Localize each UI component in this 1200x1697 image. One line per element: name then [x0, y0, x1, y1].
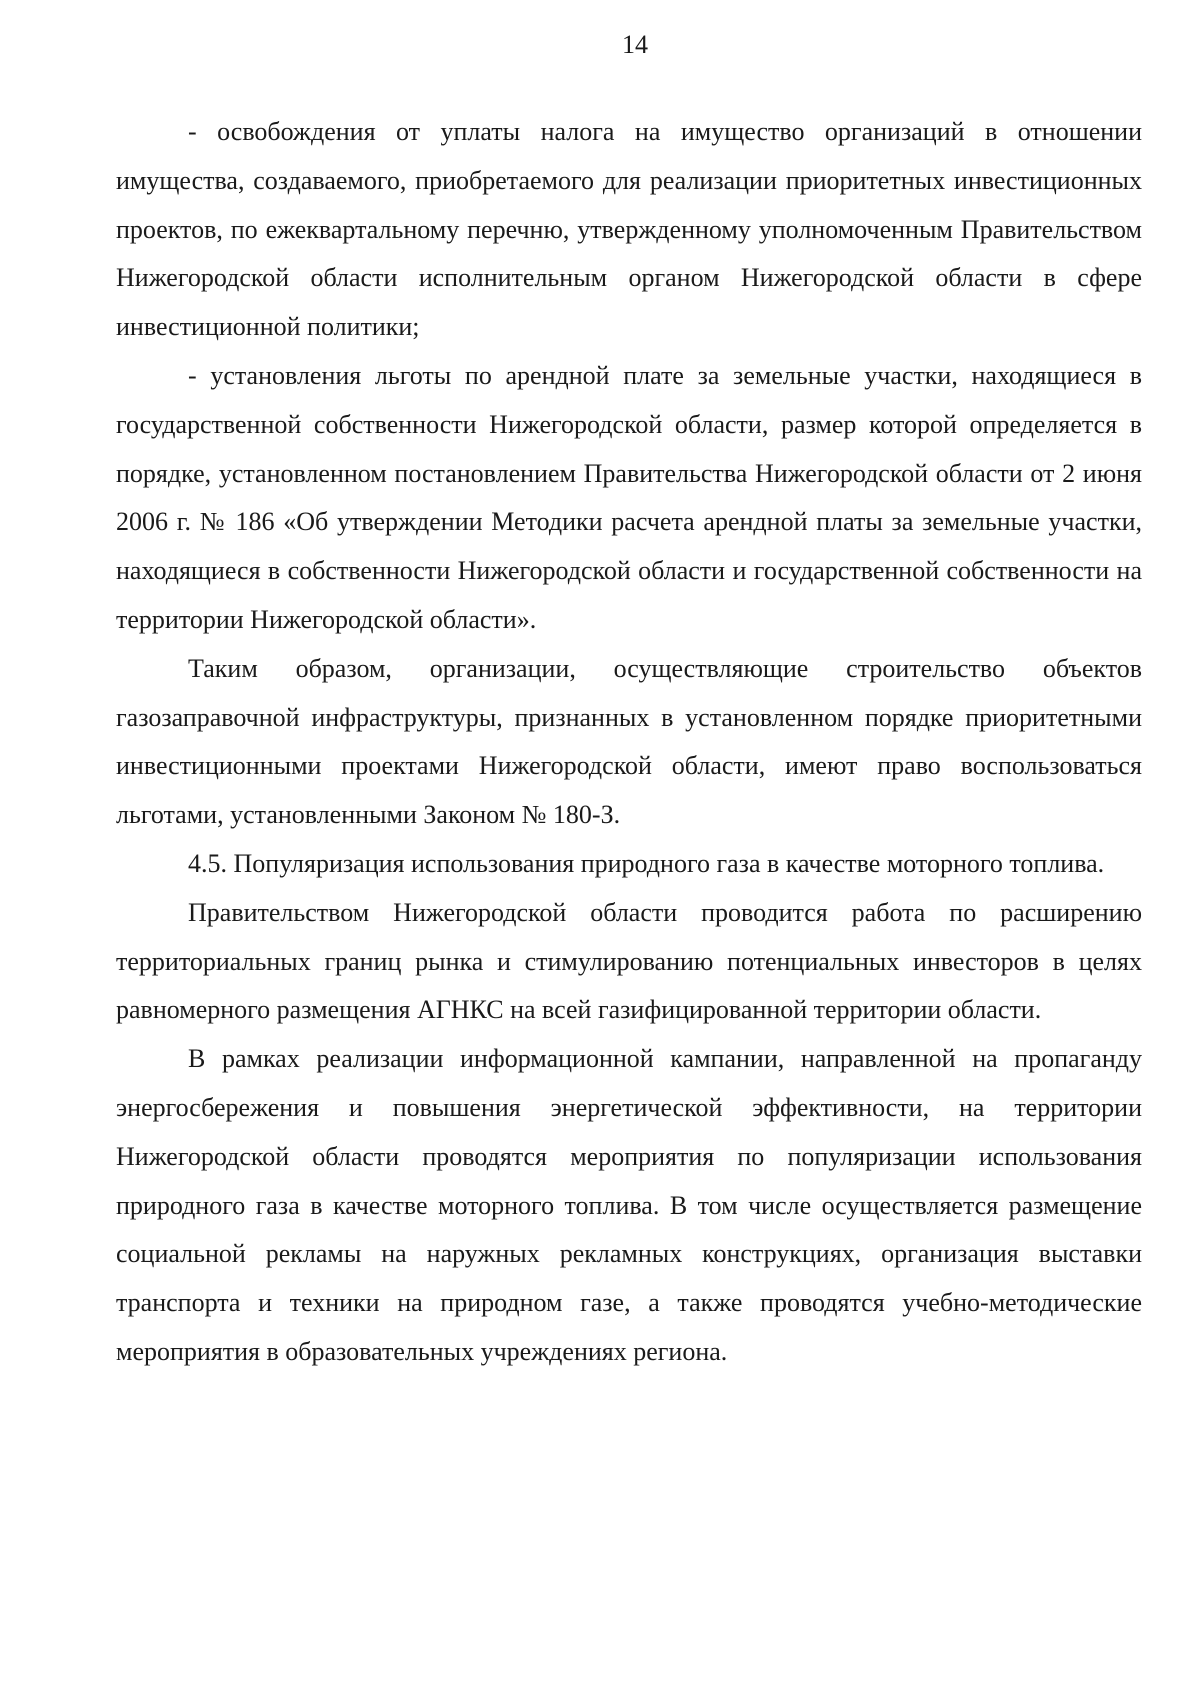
- paragraph-property-tax-exemption: - освобождения от уплаты налога на имущество организаций в отношении имущества, создаваемого, приобретаемого для реализации приоритетных инвестиционных проектов, по ежеквартальному перечню, утвержденному уполномоченным Правительством Нижегородской области исполнительным органом Нижегородской области в сфере инвестиционной политики;: [116, 117, 1142, 342]
- section-heading-4-5: 4.5. Популяризация использования природного газа в качестве моторного топлива.: [188, 848, 1105, 878]
- paragraph-conclusion: Таким образом, организации, осуществляющие строительство объектов газозаправочной инфраструктуры, признанных в установленном порядке приоритетными инвестиционными проектами Нижегородской области, имеют право воспользоваться льготами, установленными Законом № 180-З.: [116, 653, 1142, 830]
- paragraph-market-expansion: Правительством Нижегородской области проводится работа по расширению территориальных границ рынка и стимулированию потенциальных инвесторов в целях равномерного размещения АГНКС на всей газифицированной территории области.: [116, 897, 1142, 1025]
- paragraph-land-rent-benefit: - установления льготы по арендной плате за земельные участки, находящиеся в государственной собственности Нижегородской области, размер которой определяется в порядке, установленном постановлением Правительства Нижегородской области от 2 июня 2006 г. № 186 «Об утверждении Методики расчета арендной платы за земельные участки, находящиеся в собственности Нижегородской области и государственной собственности на территории Нижегородской области».: [116, 360, 1142, 634]
- document-body: [116, 108, 1142, 1377]
- page-number: 14: [622, 30, 648, 59]
- paragraph-information-campaign: В рамках реализации информационной кампании, направленной на пропаганду энергосбережения и повышения энергетической эффективности, на территории Нижегородской области проводятся мероприятия по популяризации использования природного газа в качестве моторного топлива. В том числе осуществляется размещение социальной рекламы на наружных рекламных конструкциях, организация выставки транспорта и техники на природном газе, а также проводятся учебно-методические мероприятия в образовательных учреждениях региона.: [116, 1044, 1142, 1366]
